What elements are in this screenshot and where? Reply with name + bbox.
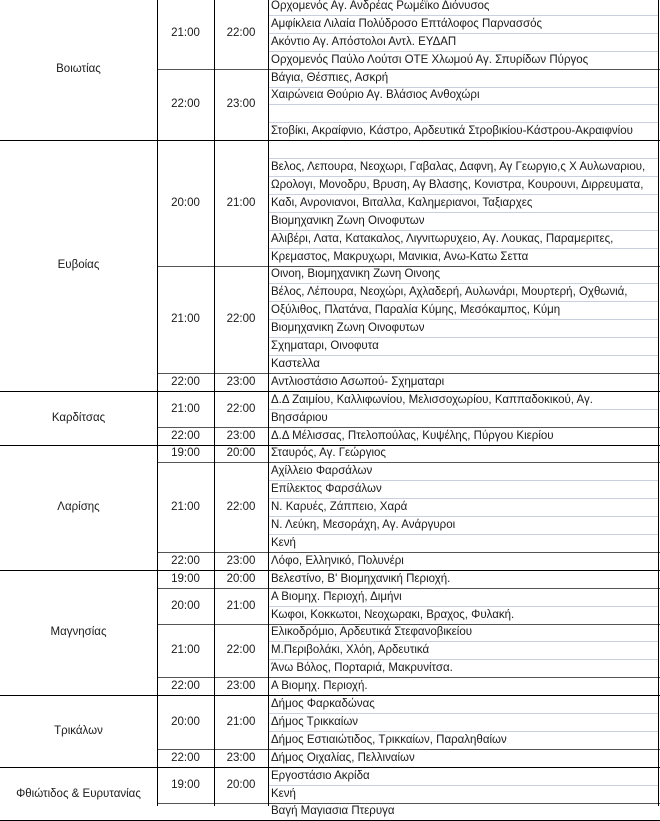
- region-name: Ευβοίας: [57, 259, 100, 272]
- area-cell: Βιομηχανικη Ζωνη Οινοφυτων: [271, 322, 425, 335]
- area-cell: Καδι, Ανρονιανοι, Βιταλλα, Καλημεριανοι, Ταξιαρχες: [271, 196, 533, 209]
- time-to: 23:00: [226, 375, 256, 388]
- area-cell: Στοβίκι, Ακραίφνιο, Κάστρο, Αρδευτικά Στροβικίου-Κάστρου-Ακραιφνίου: [271, 125, 633, 138]
- area-cell: Επίλεκτος Φαρσάλων: [271, 483, 382, 496]
- area-cell: Δ.Δ Ζαιμίου, Καλλιφωνίου, Μελισσοχωρίου, Καππαδοκικού, Αγ.: [271, 393, 593, 406]
- region-name: Τρικάλων: [54, 724, 103, 737]
- area-cell: Δήμος Τρικκαίων: [271, 715, 359, 728]
- time-from: 20:00: [171, 599, 200, 612]
- time-from: 19:00: [171, 778, 200, 791]
- area-cell: [268, 104, 660, 122]
- grid-line: [268, 0, 269, 806]
- time-to: 23:00: [226, 751, 256, 764]
- area-cell: Χαιρώνεια Θούριο Αγ. Βλάσιος Ανθοχώρι: [271, 89, 480, 102]
- area-cell: Άνω Βόλος, Πορταριά, Μακρυνίτσα.: [271, 662, 453, 675]
- area-cell: Εργοστάσιο Ακρίδα: [271, 769, 370, 782]
- area-cell: Αχίλλειο Φαρσάλων: [271, 465, 373, 478]
- area-cell: Βέλος, Λέπουρα, Νεοχώρι, Αχλαδερή, Αυλωνάρι, Μουρτερή, Οχθωνιά,: [271, 286, 628, 299]
- area-cell: Ελικοδρόμιο, Αρδευτικά Στεφανοβικείου: [271, 626, 472, 639]
- area-cell: Λόφο, Ελληνικό, Πολυνέρι: [271, 554, 404, 567]
- area-cell: Οξύλιθος, Πλατάνα, Παραλία Κύμης, Μεσόκαμπος, Κύμη: [271, 304, 561, 317]
- time-from: 22:00: [171, 98, 200, 111]
- time-from: 22:00: [171, 554, 200, 567]
- time-to: 20:00: [226, 778, 256, 791]
- time-to: 21:00: [226, 599, 256, 612]
- area-cell: Βελος, Λεπουρα, Νεοχωρι, Γαβαλας, Δαφνη, Αγ Γεωργιο,ς Χ Αυλωναριου,: [271, 161, 646, 174]
- region-name: Καρδίτσας: [51, 411, 106, 424]
- time-from: 20:00: [171, 196, 200, 209]
- time-to: 22:00: [226, 402, 256, 415]
- area-cell: Ορχομενός Παύλο Λούτσι ΟΤΕ Χλωμού Αγ. Σπυρίδων Πύργος: [271, 53, 589, 66]
- time-from: 19:00: [171, 447, 200, 460]
- area-cell: Αντλιοστάσιο Ασωπού- Σχηματαρι: [271, 375, 445, 388]
- time-from: 22:00: [171, 375, 200, 388]
- time-from: 22:00: [171, 680, 200, 693]
- area-cell: Δήμος Εστιαιώτιδος, Τρικκαίων, Παραληθαίων: [271, 733, 507, 746]
- grid-line: [157, 0, 158, 806]
- area-cell: Κενή: [271, 536, 296, 549]
- region-name: Λαρίσης: [57, 501, 100, 514]
- area-cell: Καστελλα: [271, 357, 320, 370]
- time-from: 22:00: [171, 751, 200, 764]
- region-name: Βοιωτίας: [56, 62, 101, 75]
- time-to: 23:00: [226, 429, 256, 442]
- area-cell: Κρεμαστος, Μακρυχωρι, Μανικια, Ανω-Κατω Σεττα: [271, 250, 529, 263]
- time-from: 20:00: [171, 715, 200, 728]
- area-cell: Σταυρός, Αγ. Γεώργιος: [271, 447, 386, 460]
- area-cell: Βαγή Μαγιασια Πτερυγα: [271, 805, 395, 818]
- time-to: 20:00: [226, 572, 256, 585]
- area-cell: Ν. Λεύκη, Μεσοράχη, Αγ. Ανάργυροι: [271, 519, 456, 532]
- area-cell: Δ.Δ Μέλισσας, Πτελοπούλας, Κυψέλης, Πύργου Κιερίου: [271, 429, 554, 442]
- area-cell: [268, 140, 660, 158]
- time-to: 23:00: [226, 554, 256, 567]
- area-cell: Δήμος Φαρκαδώνας: [271, 698, 375, 711]
- area-cell: Α Βιομηχ. Περιοχή, Διμήνι: [271, 590, 402, 603]
- area-cell: Βησσάριου: [271, 411, 328, 424]
- time-from: [157, 803, 214, 821]
- region-name: Φθιώτιδος & Ευρυτανίας: [16, 787, 141, 800]
- time-from: 21:00: [171, 402, 200, 415]
- time-to: 23:00: [226, 98, 256, 111]
- area-cell: Αμφίκλεια Λιλαία Πολύδροσο Επτάλοφος Παρνασσός: [271, 17, 543, 30]
- area-cell: Κωφοι, Κοκκωτοι, Νεοχωρακι, Βραχος, Φυλακή.: [271, 608, 515, 621]
- time-to: 21:00: [226, 715, 256, 728]
- area-cell: Κενή: [271, 787, 296, 800]
- area-cell: Βιομηχανικη Ζωνη Οινοφυτων: [271, 214, 425, 227]
- area-cell: Αλιβέρι, Λατα, Κατακαλος, Λιγνιτωρυχειο, Αγ. Λουκας, Παραμεριτες,: [271, 232, 614, 245]
- time-to: 23:00: [226, 680, 256, 693]
- time-from: 22:00: [171, 429, 200, 442]
- time-to: 21:00: [226, 196, 256, 209]
- time-to: 22:00: [226, 26, 256, 39]
- time-from: 21:00: [171, 26, 200, 39]
- area-cell: Βελεστίνο, Β' Βιομηχανική Περιοχή.: [271, 572, 451, 585]
- time-to: [214, 803, 268, 821]
- area-cell: Α Βιομηχ. Περιοχή.: [271, 680, 368, 693]
- time-from: 19:00: [171, 572, 200, 585]
- area-cell: Μ.Περιβολάκι, Χλόη, Αρδευτικά: [271, 644, 430, 657]
- area-cell: Δήμος Οιχαλίας, Πελλιναίων: [271, 751, 415, 764]
- area-cell: Ωρολογι, Μονοδρυ, Βρυση, Αγ Βλασης, Κονιστρα, Κουρουνι, Διρρευματα,: [271, 178, 644, 191]
- time-to: 22:00: [226, 313, 256, 326]
- area-cell: Ακόντιο Αγ. Απόστολοι Αντλ. ΕΥΔΑΠ: [271, 35, 457, 48]
- area-cell: Βάγια, Θέσπιες, Ασκρή: [271, 71, 389, 84]
- area-cell: Ορχομενός Αγ. Ανδρέας Ρωμέϊκο Διόνυσος: [271, 0, 490, 12]
- region-name: Μαγνησίας: [50, 626, 107, 639]
- time-to: 22:00: [226, 644, 256, 657]
- area-cell: Ν. Καρυές, Ζάππειο, Χαρά: [271, 501, 408, 514]
- time-to: 20:00: [226, 447, 256, 460]
- time-from: 21:00: [171, 644, 200, 657]
- grid-line: [214, 0, 215, 806]
- grid-line: [658, 0, 659, 806]
- area-cell: Οινοη, Βιομηχανικη Ζωνη Οινοης: [271, 268, 441, 281]
- time-from: 21:00: [171, 501, 200, 514]
- time-from: 21:00: [171, 313, 200, 326]
- area-cell: Σχηματαρι, Οινοφυτα: [271, 340, 379, 353]
- time-to: 22:00: [226, 501, 256, 514]
